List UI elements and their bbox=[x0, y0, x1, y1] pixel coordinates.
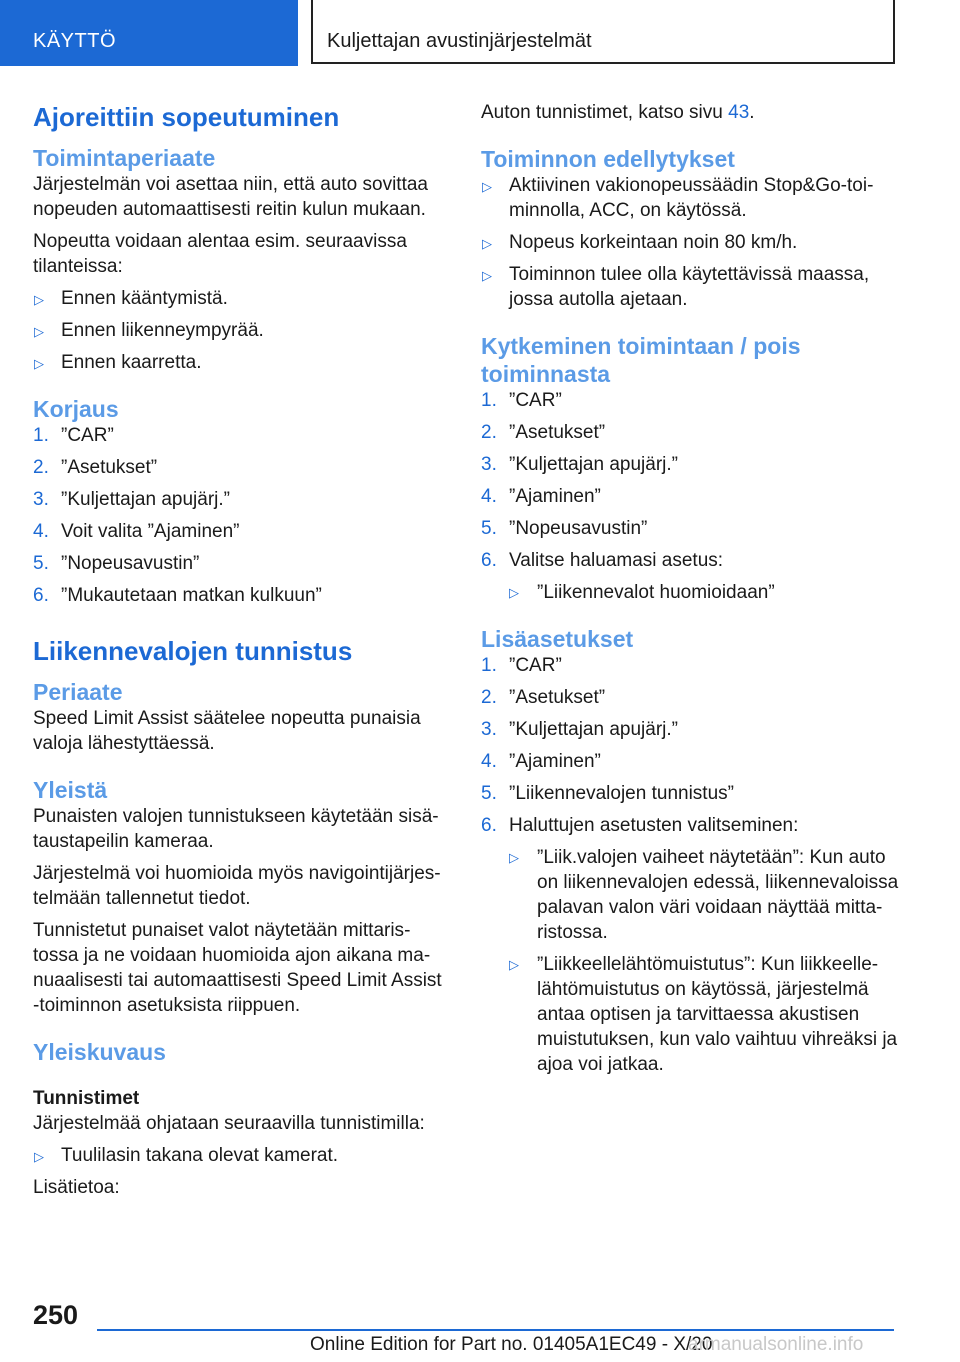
left-column bbox=[33, 100, 448, 1207]
list-item: 5. ”Liikennevalojen tunnistus” bbox=[481, 783, 734, 804]
list-item: 4. Voit valita ”Ajaminen” bbox=[33, 521, 240, 542]
heading-requirements: Toiminnon edellytykset bbox=[481, 146, 735, 172]
paragraph: Speed Limit Assist säätelee nopeutta punaisia valoja lähestyttäessä. bbox=[33, 708, 421, 754]
triangle-bullet-icon: ▷ bbox=[482, 268, 492, 283]
extra-steps bbox=[481, 653, 901, 1077]
list-item: 6. Valitse haluamasi asetus: ▷ ”Liikennevalot huomioidaan” bbox=[481, 548, 901, 605]
triangle-bullet-icon: ▷ bbox=[34, 356, 44, 371]
list-item: 2. ”Asetukset” bbox=[33, 457, 158, 478]
heading-switch-on-off: Kytkeminen toimintaan / pois toiminnasta bbox=[481, 333, 801, 387]
triangle-bullet-icon: ▷ bbox=[34, 324, 44, 339]
paragraph-sensor-reference: Auton tunnistimet, katso sivu 43. bbox=[481, 102, 755, 123]
list-item: ▷ ”Liik.valojen vaiheet näytetään”: Kun auto on liikennevalojen edessä, liikennevaloissa palavan valon väri voidaan näyttää mittaristossa. bbox=[509, 847, 899, 943]
heading-extra-settings: Lisäasetukset bbox=[481, 626, 634, 652]
heading-general: Yleistä bbox=[33, 777, 108, 803]
switch-steps bbox=[481, 388, 901, 605]
footer-edition: Online Edition for Part no. 01405A1EC49 - X/20 bbox=[310, 1334, 713, 1355]
list-item: 3. ”Kuljettajan apujärj.” bbox=[481, 719, 678, 740]
triangle-bullet-icon: ▷ bbox=[509, 850, 519, 865]
list-item: ▷ Ennen kaarretta. bbox=[33, 350, 448, 375]
list-item: ▷ Tuulilasin takana olevat kamerat. bbox=[33, 1143, 448, 1168]
list-item: ▷ Ennen liikenneympyrää. bbox=[33, 318, 448, 343]
paragraph: Järjestelmää ohjataan seuraavilla tunnistimilla: bbox=[33, 1113, 425, 1134]
heading-adapt-route: Ajoreittiin sopeutuminen bbox=[33, 102, 340, 132]
chapter-title: Kuljettajan avustinjärjestelmät bbox=[311, 0, 895, 64]
triangle-bullet-icon: ▷ bbox=[482, 236, 492, 251]
paragraph: Nopeutta voidaan alentaa esim. seuraavissa tilanteissa: bbox=[33, 231, 407, 277]
list-item: 5. ”Nopeusavustin” bbox=[481, 518, 648, 539]
watermark: armanualsonline.info bbox=[688, 1334, 864, 1355]
triangle-bullet-icon: ▷ bbox=[34, 292, 44, 307]
list-item: ▷ Nopeus korkeintaan noin 80 km/h. bbox=[481, 230, 901, 255]
heading-periaate: Periaate bbox=[33, 679, 123, 705]
page-link[interactable]: 43 bbox=[728, 102, 750, 123]
list-item: 4. ”Ajaminen” bbox=[481, 751, 601, 772]
triangle-bullet-icon: ▷ bbox=[482, 179, 492, 194]
switch-options bbox=[509, 580, 901, 605]
paragraph: Lisätietoa: bbox=[33, 1177, 120, 1198]
list-item: ▷ Aktiivinen vakionopeussäädin Stop&Go-toiminnolla, ACC, on käytössä. bbox=[482, 175, 874, 221]
correction-steps bbox=[33, 423, 448, 608]
section-tab: KÄYTTÖ bbox=[0, 0, 298, 66]
list-item: 2. ”Asetukset” bbox=[481, 687, 606, 708]
triangle-bullet-icon: ▷ bbox=[509, 585, 519, 600]
requirements-list bbox=[481, 173, 901, 312]
situations-list bbox=[33, 286, 448, 375]
extra-options bbox=[509, 845, 901, 1077]
heading-sensors: Tunnistimet bbox=[33, 1088, 140, 1109]
list-item: 3. ”Kuljettajan apujärj.” bbox=[481, 454, 678, 475]
list-item: ▷ ”Liikennevalot huomioidaan” bbox=[509, 582, 775, 603]
footer-divider bbox=[97, 1329, 894, 1331]
right-column bbox=[481, 100, 901, 1084]
heading-traffic-lights: Liikennevalojen tunnistus bbox=[33, 636, 353, 666]
list-item: 4. ”Ajaminen” bbox=[481, 486, 601, 507]
list-item: 1. ”CAR” bbox=[481, 390, 562, 411]
paragraph: Järjestelmän voi asettaa niin, että auto sovittaa nopeuden automaattisesti reitin kulun mukaan. bbox=[33, 174, 429, 220]
list-item: ▷ Ennen kääntymistä. bbox=[33, 286, 448, 311]
heading-correction: Korjaus bbox=[33, 396, 119, 422]
list-item: 6. Haluttujen asetusten valitseminen: ▷ ”Liik.valojen vaiheet näytetään”: Kun auto on liikennevalojen edessä, liikennevaloissa palavan valon väri voidaan näyttää mittaristossa. ▷ ”Liikkeellelähtömuistutus”: Kun liikkeellelähtömuistutus on käytössä, järjestelmä antaa optisen ja tarvittaessa akustisen muistutuksen, kun valo vaihtuu vihreäksi ja ajoa voi jatkaa. bbox=[481, 813, 901, 1077]
heading-principle: Toimintaperiaate bbox=[33, 145, 216, 171]
list-item: 1. ”CAR” bbox=[481, 655, 562, 676]
heading-overview: Yleiskuvaus bbox=[33, 1039, 166, 1065]
list-item: 5. ”Nopeusavustin” bbox=[33, 553, 200, 574]
list-item: 6. ”Mukautetaan matkan kulkuun” bbox=[33, 585, 322, 606]
list-item: 3. ”Kuljettajan apujärj.” bbox=[33, 489, 230, 510]
page-number: 250 bbox=[33, 1300, 79, 1330]
list-item: ▷ ”Liikkeellelähtömuistutus”: Kun liikkeellelähtömuistutus on käytössä, järjestelmä antaa optisen ja tarvittaessa akustisen muistutuksen, kun valo vaihtuu vihreäksi ja ajoa voi jatkaa. bbox=[509, 954, 898, 1075]
triangle-bullet-icon: ▷ bbox=[509, 957, 519, 972]
triangle-bullet-icon: ▷ bbox=[34, 1149, 44, 1164]
list-item: 2. ”Asetukset” bbox=[481, 422, 606, 443]
sensors-list bbox=[33, 1143, 448, 1168]
list-item: 1. ”CAR” bbox=[33, 425, 114, 446]
page-header bbox=[0, 0, 960, 66]
list-item: ▷ Toiminnon tulee olla käytettävissä maassa, jossa autolla ajetaan. bbox=[482, 264, 870, 310]
paragraph: Punaisten valojen tunnistukseen käytetään sisätaustapeilin kameraa. bbox=[33, 806, 439, 852]
paragraph: Järjestelmä voi huomioida myös navigointijärjestelmään tallennetut tiedot. bbox=[33, 863, 441, 909]
paragraph: Tunnistetut punaiset valot näytetään mittaristossa ja ne voidaan huomioida ajon aikana manuaalisesti tai automaattisesti Speed Limit Assist ‑toiminnon asetuksista riippuen. bbox=[33, 920, 442, 1016]
